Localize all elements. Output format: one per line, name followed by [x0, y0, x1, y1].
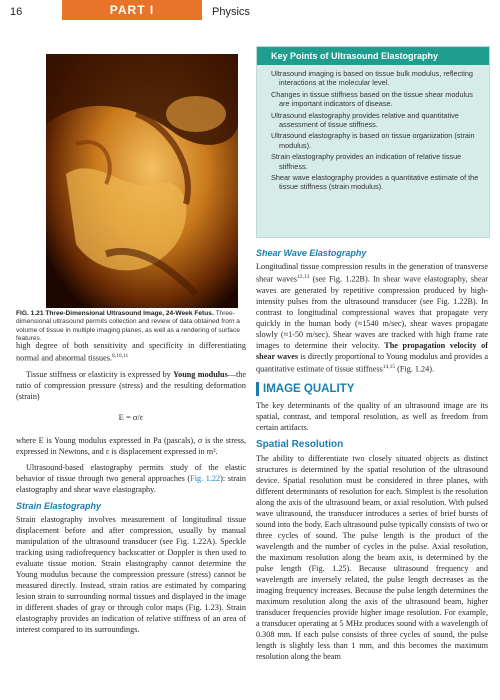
text: Longitudinal tissue compression results in the generation of transverse shear waves: [256, 262, 488, 284]
text: (Fig. 1.24).: [395, 364, 434, 374]
heading-image-quality: IMAGE QUALITY: [256, 382, 488, 396]
figure-caption-text: Three-dimensional ultrasound permits collection and review of data obtained from a volume of tissue in multiple imaging planes, as well as a rendering of surface features.: [16, 310, 240, 343]
term-young-modulus: Young modulus: [173, 369, 228, 379]
text: high degree of both sensitivity and specificity in differentiating normal and abnormal tissues.: [16, 341, 246, 363]
key-point-item: Ultrasound elastography is based on tissue organization (strain modulus).: [271, 131, 475, 150]
key-point-item: Ultrasound imaging is based on tissue bulk modulus, reflecting interactions at the molecular level.: [271, 69, 473, 88]
text: (see Fig. 1.22B). In shear wave elastography, shear waves are generated by repetitive compression produced by high-intensity pulses from the ultrasound transducer (see Fig. 1.22B). In contrast to longitudinal compressional waves that propagate very quickly in the human body (≈1540 m/sec), shear waves propagate slowly (≈1-50 m/sec). Shear waves are tracked with high frame rate images to determine their velocity.: [256, 274, 488, 350]
heading-strain-elastography: Strain Elastography: [16, 500, 102, 511]
paragraph: [16, 369, 246, 402]
citation: 8,10,11: [111, 353, 129, 359]
key-points-list: [257, 69, 489, 192]
paragraph: [16, 340, 246, 364]
fetus-3d-ultrasound-image: [46, 54, 238, 308]
key-points-title: Key Points of Ultrasound Elastography: [257, 47, 489, 65]
citation: 14,15: [382, 363, 396, 370]
page-number: 16: [10, 6, 23, 18]
figure-caption: [16, 310, 246, 344]
figure-title: Three-Dimensional Ultrasound Image, 24-Week Fetus.: [45, 310, 214, 317]
left-column: [16, 340, 246, 640]
citation: 12,13: [296, 274, 310, 280]
text: ): strain elastography and shear wave elastography.: [16, 473, 246, 494]
key-point-item: Strain elastography provides an indication of relative tissue stiffness.: [271, 152, 462, 171]
key-point-item: Changes in tissue stiffness based on the tissue shear modulus are important indicators of disease.: [271, 89, 473, 109]
key-point-item: Ultrasound elastography provides relative and quantitative assessment of tissue stiffness.: [271, 110, 459, 130]
running-header: [0, 0, 500, 26]
right-column: [256, 242, 488, 667]
section-title: Physics: [212, 6, 250, 18]
paragraph: The ability to differentiate two closely situated objects as distinct structures is determined by the spatial resolution of the ultrasound device. Spatial resolution must be considered in three planes, with different determinants of resolution for each. Simplest is the resolution along the axis of the ultrasound beam, or axial resolution. With pulsed wave ultrasound, the transducer introduces a series of brief bursts of sound into the body. Each ultrasound pulse typically consists of two or three cycles of sound. The pulse length is the product of the wavelength and the number of cycles in the pulse. Axial resolution, the maximum resolution along the beam axis, is determined by the pulse length (Fig. 1.25). Because ultrasound frequency and wavelength are inversely related, the pulse length decreases as the imaging frequency increases. Because the pulse length determines the maximum resolution along the axis of the ultrasound beam, higher transducer frequencies provide higher image resolution. For example, a transducer operating at 5 MHz produces sound with a wavelength of 0.308 mm. If each pulse consists of three cycles of sound, the pulse length is slightly less than 1 mm, and this becomes the maximum resolution along the beam: [256, 454, 488, 662]
heading-spatial-resolution: Spatial Resolution: [256, 439, 344, 451]
figure-label: FIG. 1.21: [16, 310, 44, 317]
paragraph: [256, 261, 488, 374]
text: —the ratio of compression pressure (stress) and the resulting deformation (strain): [16, 369, 246, 401]
key-points-box: [256, 46, 490, 238]
key-point-item: Shear wave elastography provides a quantitative estimate of the tissue stiffness (strain modulus).: [271, 173, 479, 192]
paragraph: where E is Young modulus expressed in Pa (pascals), σ is the stress, expressed in Newtons, and ε is displacement expressed in m².: [16, 435, 246, 456]
text: is directly proportional to Young modulus and provides a quantitative estimate of tissue stiffness: [256, 351, 488, 374]
figure-link[interactable]: Fig. 1.22: [190, 473, 221, 483]
equation: E = σ/ε: [118, 411, 144, 422]
text: Ultrasound-based elastography permits study of the elastic behavior of tissue through two general approaches (: [16, 462, 246, 483]
paragraph: Strain elastography involves measurement of longitudinal tissue displacement before and after compression, usually by manual manipulation of the ultrasound transducer (see Fig. 1.22A). Speckle tracking using radiofrequency backscatter or Doppler is then used to evaluate tissue motion. Strain elastography cannot determine the Young modulus because the compression pressure (stress) cannot be measured directly. Instead, strain ratios are estimated by comparing lesion strain to surrounding normal tissues and displayed in the image in different shades of gray or through color maps (Fig. 1.23). Strain elastography provides an indication of relative stiffness of an area of interest compared to its surroundings.: [16, 514, 246, 634]
heading-shear-wave-elastography: Shear Wave Elastography: [256, 248, 367, 258]
part-banner: PART I: [62, 0, 202, 20]
paragraph: The key determinants of the quality of an ultrasound image are its spatial, contrast, and temporal resolution, as well as freedom from certain artifacts.: [256, 401, 488, 433]
text: Tissue stiffness or elasticity is expressed by: [26, 369, 174, 379]
term-propagation-velocity: The propagation velocity of shear waves: [256, 340, 488, 361]
paragraph: [16, 462, 246, 495]
